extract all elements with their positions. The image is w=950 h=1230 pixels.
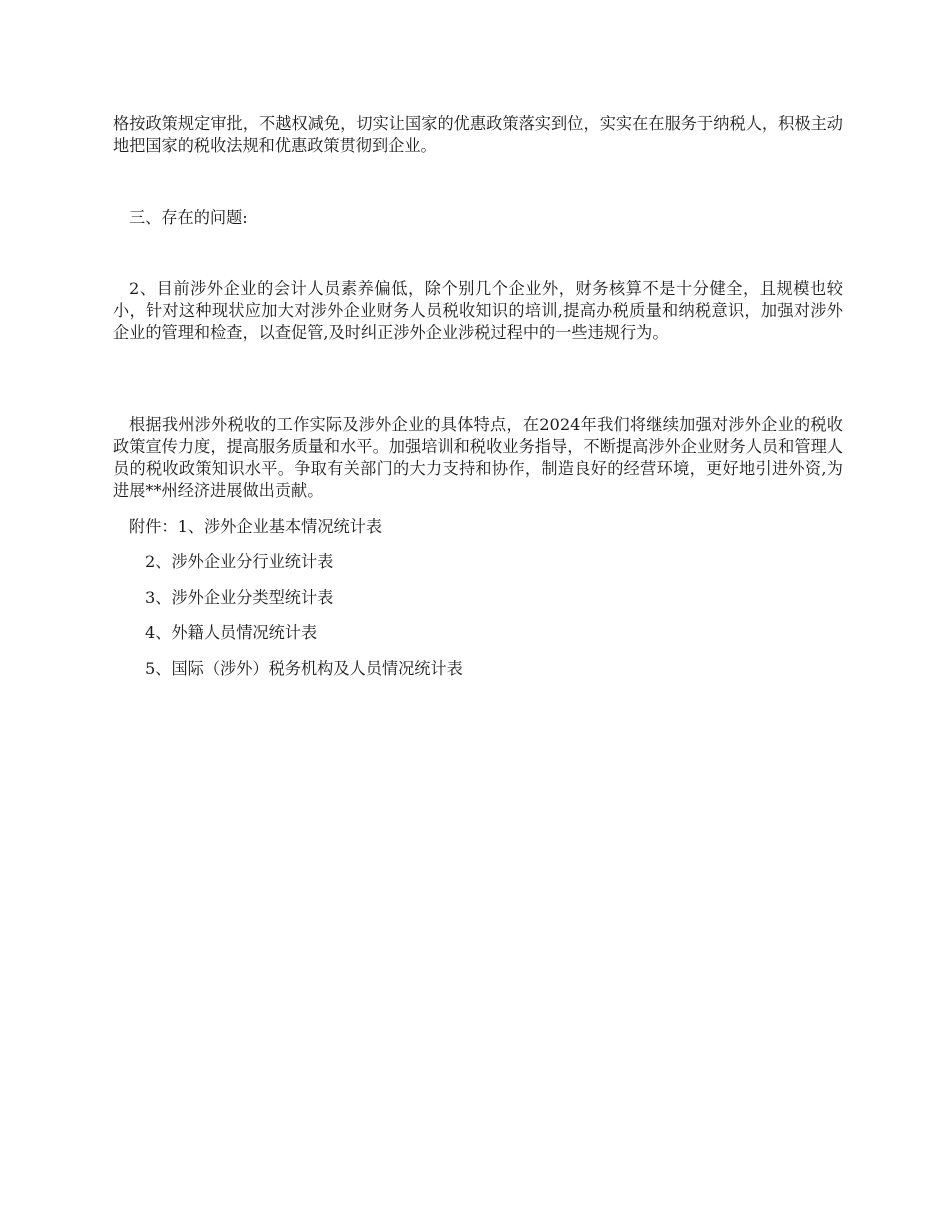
attachment-item: 5、国际（涉外）税务机构及人员情况统计表	[145, 659, 463, 678]
attachment-item: 1、涉外企业基本情况统计表	[177, 517, 383, 536]
paragraph-problem-2: 2、目前涉外企业的会计人员素养偏低，除个别几个企业外，财务核算不是十分健全，且规模也较小，针对这种现状应加大对涉外企业财务人员税收知识的培训,提高办税质量和纳税意识，加强对涉外企业的管理和检查，以查促管,及时纠正涉外企业涉税过程中的一些违规行为。	[113, 279, 843, 342]
section-heading-problems: 三、存在的问题:	[129, 208, 248, 227]
attachment-item: 4、外籍人员情况统计表	[145, 623, 318, 642]
attachment-line-1	[129, 516, 382, 538]
attachments-label: 附件：	[129, 517, 178, 536]
paragraph-plan: 根据我州涉外税收的工作实际及涉外企业的具体特点，在2024年我们将继续加强对涉外企业的税收政策宣传力度，提高服务质量和水平。加强培训和税收业务指导，不断提高涉外企业财务人员和管理人员的税收政策知识水平。争取有关部门的大力支持和协作，制造良好的经营环境，更好地引进外资,为进展**州经济进展做出贡献。	[113, 415, 843, 500]
attachment-item: 2、涉外企业分行业统计表	[145, 552, 334, 571]
attachment-item: 3、涉外企业分类型统计表	[145, 588, 334, 607]
paragraph-continuation: 格按政策规定审批，不越权减免，切实让国家的优惠政策落实到位，实实在在服务于纳税人，积极主动地把国家的税收法规和优惠政策贯彻到企业。	[113, 114, 843, 155]
